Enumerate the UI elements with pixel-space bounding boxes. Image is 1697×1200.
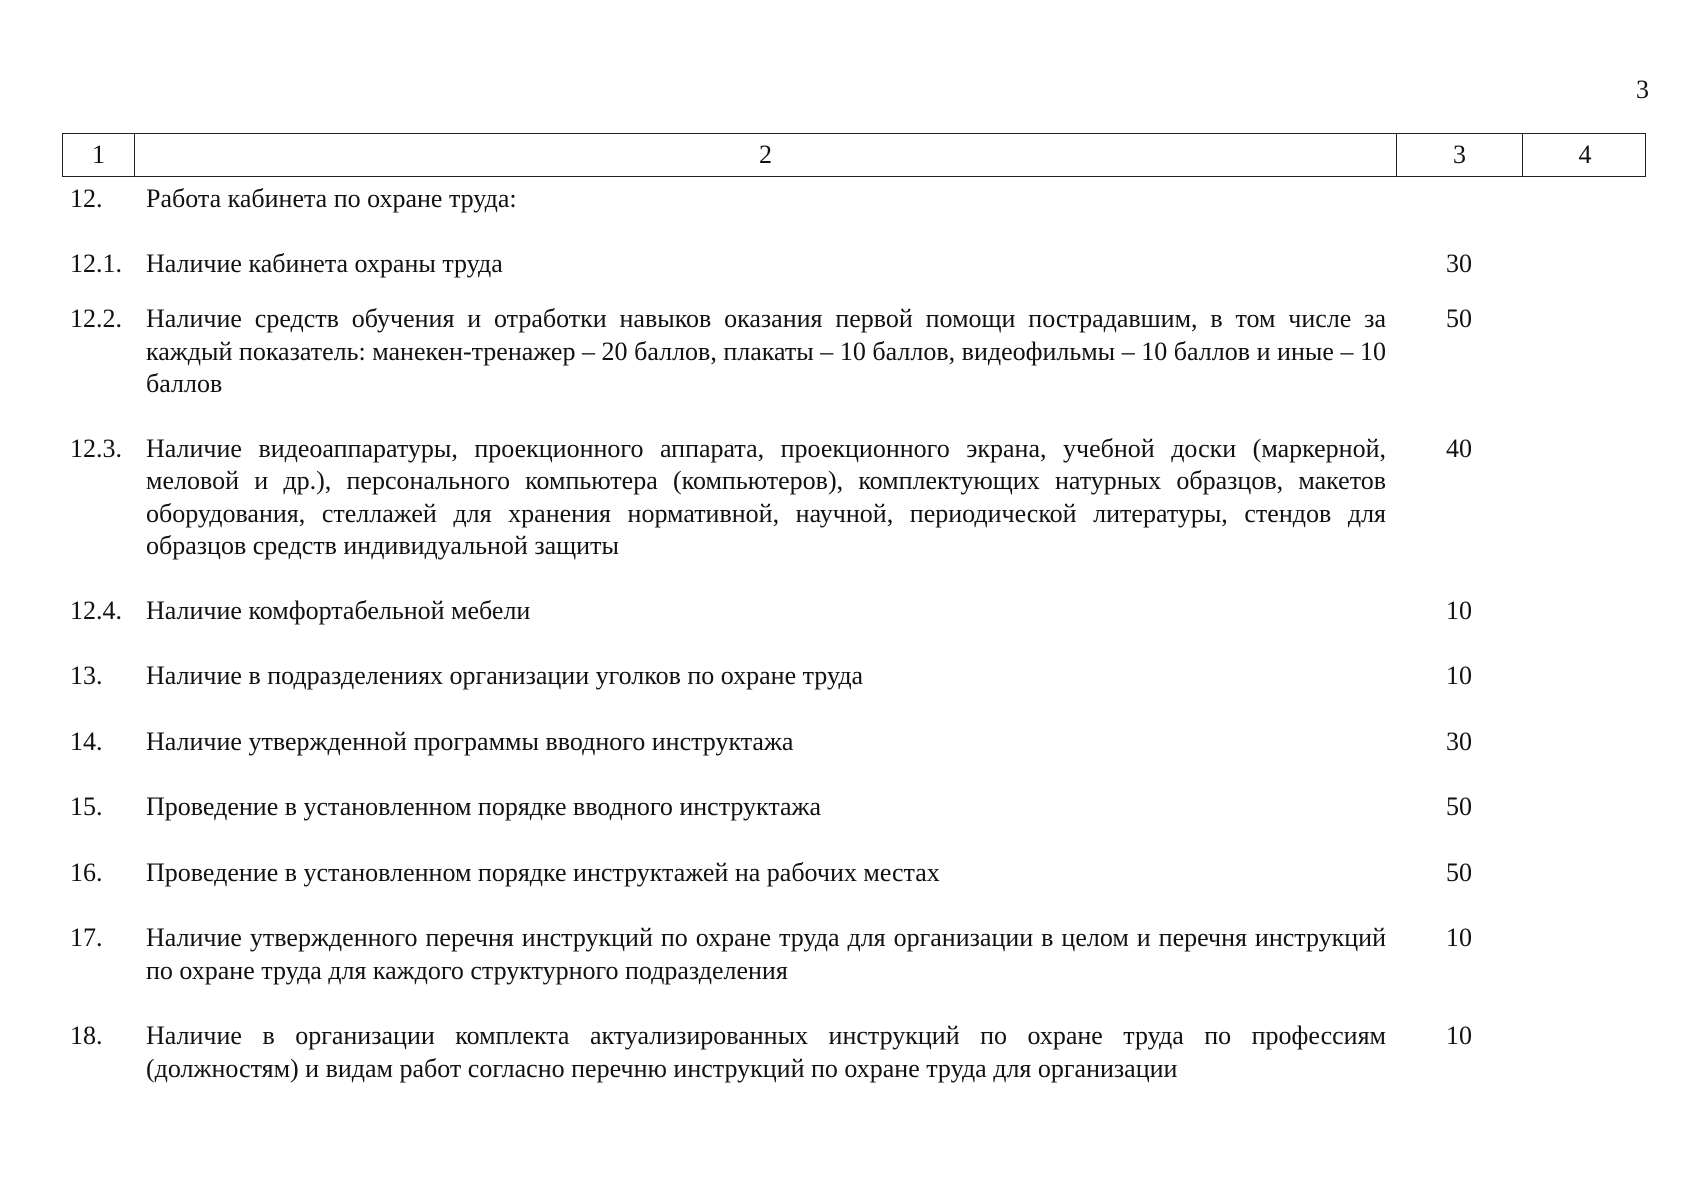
table-row	[62, 791, 1646, 824]
table-header	[62, 133, 1646, 177]
row-text: Наличие в организации комплекта актуализированных инструкций по охране труда по профессиям (должностям) и видам работ согласно перечню инструкций по охране труда для организации	[146, 1021, 1386, 1083]
row-score: 50	[1446, 792, 1472, 821]
row-number: 12.	[70, 184, 103, 213]
row-col-4	[1506, 248, 1646, 281]
row-number: 17.	[70, 923, 103, 952]
table-row	[62, 433, 1646, 563]
row-number: 14.	[70, 726, 103, 756]
row-col-4	[1506, 433, 1646, 563]
row-score	[1386, 183, 1506, 216]
row-col-4	[1506, 726, 1646, 759]
row-score: 50	[1446, 857, 1472, 887]
row-score: 10	[1446, 923, 1472, 952]
row-score: 30	[1446, 726, 1472, 756]
row-text: Работа кабинета по охране труда:	[146, 184, 517, 213]
row-col-4	[1506, 303, 1646, 401]
row-number: 12.2.	[70, 304, 122, 333]
row-text: Наличие комфортабельной мебели	[146, 595, 531, 625]
table-row	[62, 726, 1646, 759]
header-col-1: 1	[63, 134, 135, 176]
table-row	[62, 183, 1646, 216]
row-text: Наличие утвержденной программы вводного инструктажа	[146, 726, 794, 756]
row-score: 10	[1446, 661, 1472, 690]
row-text: Наличие утвержденного перечня инструкций по охране труда для организации в целом и перечня инструкций по охране труда для каждого структурного подразделения	[146, 923, 1386, 985]
table-row	[62, 1020, 1646, 1085]
row-text: Наличие в подразделениях организации уголков по охране труда	[146, 661, 864, 690]
table-row	[62, 660, 1646, 693]
row-number: 15.	[70, 792, 103, 821]
header-col-2: 2	[135, 134, 1397, 176]
row-number: 13.	[70, 661, 103, 690]
table-row	[62, 595, 1646, 628]
row-col-4	[1506, 791, 1646, 824]
row-score: 10	[1446, 1021, 1472, 1050]
row-text: Проведение в установленном порядке инструктажей на рабочих местах	[146, 857, 940, 887]
row-col-4	[1506, 183, 1646, 216]
row-number: 12.3.	[70, 433, 122, 463]
row-text: Наличие видеоаппаратуры, проекционного аппарата, проекционного экрана, учебной доски (маркерной, меловой и др.), персонального компьютера (компьютеров), комплектующих натурных образцов, макетов оборудования, стеллажей для хранения нормативной, научной, периодической литературы, стендов для образцов средств индивидуальной защиты	[146, 433, 1386, 560]
table-row	[62, 248, 1646, 281]
row-score: 10	[1446, 595, 1472, 625]
row-col-4	[1506, 857, 1646, 890]
header-col-3: 3	[1397, 134, 1523, 176]
table-body	[62, 177, 1646, 1085]
page-number: 3	[1636, 75, 1649, 104]
row-number: 12.4.	[70, 595, 122, 625]
table-row	[62, 857, 1646, 890]
row-number: 18.	[70, 1021, 103, 1050]
row-score: 30	[1446, 248, 1472, 278]
row-score: 50	[1446, 304, 1472, 333]
row-score: 40	[1446, 433, 1472, 463]
row-col-4	[1506, 595, 1646, 628]
row-text: Наличие средств обучения и отработки навыков оказания первой помощи пострадавшим, в том числе за каждый показатель: манекен-тренажер – 20 баллов, плакаты – 10 баллов, видеофильмы – 10 баллов и иные – 10 баллов	[146, 304, 1386, 398]
table-row	[62, 303, 1646, 401]
row-col-4	[1506, 660, 1646, 693]
header-col-4: 4	[1578, 140, 1592, 169]
row-number: 16.	[70, 857, 103, 887]
row-text: Проведение в установленном порядке вводного инструктажа	[146, 792, 822, 821]
row-col-4	[1506, 1020, 1646, 1085]
row-number: 12.1.	[70, 248, 122, 278]
row-col-4	[1506, 922, 1646, 987]
table-row	[62, 922, 1646, 987]
row-text: Наличие кабинета охраны труда	[146, 248, 503, 278]
